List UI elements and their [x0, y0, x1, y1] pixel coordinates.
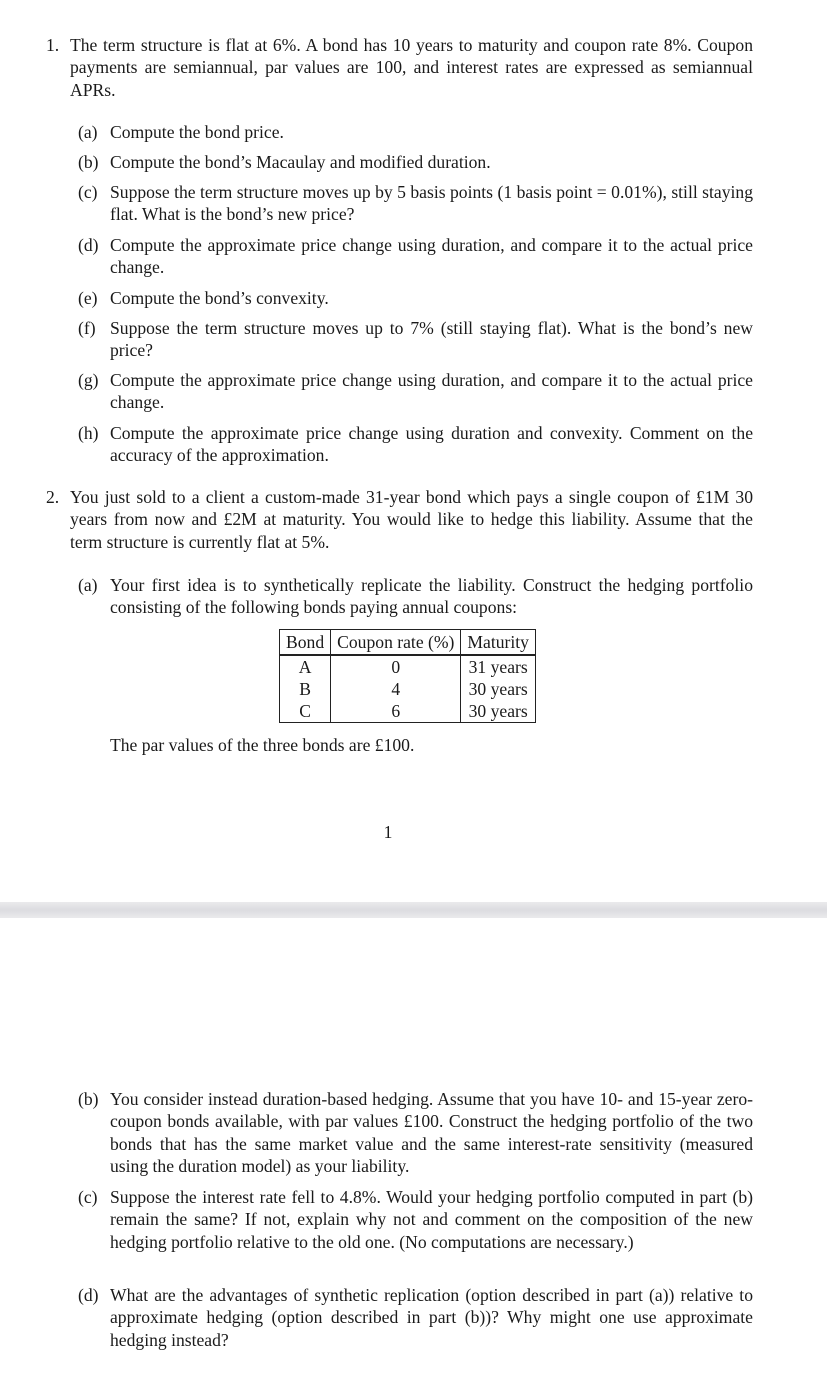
part-text: Compute the bond’s convexity. — [110, 288, 329, 308]
par-value-note — [110, 734, 753, 756]
table-cell-maturity: 31 years — [461, 655, 536, 678]
table-row — [280, 655, 536, 678]
part-label: (e) — [78, 288, 98, 308]
table-cell-bond: A — [280, 655, 331, 678]
q2-part-b — [78, 1088, 753, 1178]
table-row — [280, 700, 536, 723]
table-header-row — [280, 630, 536, 656]
q2-part-a — [78, 574, 753, 619]
part-text: Suppose the interest rate fell to 4.8%. Would your hedging portfolio computed in part (b) remain the same? If not, explain why not and comment on the composition of the new hedging portfolio relative to the old one. (No computations are necessary.) — [110, 1187, 753, 1252]
question-number: 2. — [46, 487, 60, 507]
q1-part-e — [78, 287, 753, 309]
question-2 — [46, 486, 753, 553]
q1-part-c — [78, 181, 753, 226]
q1-part-d — [78, 234, 753, 279]
column-header-maturity: Maturity — [461, 630, 536, 656]
q2-part-c — [78, 1186, 753, 1253]
part-text: Compute the bond’s Macaulay and modified duration. — [110, 152, 491, 172]
part-label: (d) — [78, 1285, 99, 1305]
part-label: (g) — [78, 370, 99, 390]
part-text: Compute the approximate price change using duration, and compare it to the actual price change. — [110, 235, 753, 278]
part-text: Compute the approximate price change using duration and convexity. Comment on the accuracy of the approximation. — [110, 423, 753, 466]
question-text: You just sold to a client a custom-made 31-year bond which pays a single coupon of £1M 30 years from now and £2M at maturity. You would like to hedge this liability. Assume that the term structure is currently flat at 5%. — [70, 487, 753, 552]
part-text: Suppose the term structure moves up to 7% (still staying flat). What is the bond’s new price? — [110, 318, 753, 361]
part-text: Compute the bond price. — [110, 122, 284, 142]
table-cell-coupon-rate: 6 — [331, 700, 461, 723]
page-number: 1 — [383, 822, 393, 842]
part-text: Compute the approximate price change using duration, and compare it to the actual price change. — [110, 370, 753, 413]
part-text: You consider instead duration-based hedging. Assume that you have 10- and 15-year zero-coupon bonds available, with par values £100. Construct the hedging portfolio of the two bonds that has the same market value and the same interest-rate sensitivity (measured using the duration model) as your liability. — [110, 1089, 753, 1177]
table-cell-maturity: 30 years — [461, 700, 536, 723]
question-text: The term structure is flat at 6%. A bond has 10 years to maturity and coupon rate 8%. Coupon payments are semiannual, par values are 100, and interest rates are expressed as semiannual APRs. — [70, 35, 753, 100]
q1-part-h — [78, 422, 753, 467]
part-text: Suppose the term structure moves up by 5 basis points (1 basis point = 0.01%), still staying flat. What is the bond’s new price? — [110, 182, 753, 225]
part-label: (b) — [78, 1089, 99, 1109]
table-row — [280, 678, 536, 700]
table-cell-bond: B — [280, 678, 331, 700]
par-note-text: The par values of the three bonds are £100. — [110, 735, 415, 755]
table-cell-coupon-rate: 4 — [331, 678, 461, 700]
question-1 — [46, 34, 753, 101]
part-label: (f) — [78, 318, 96, 338]
part-label: (a) — [78, 575, 98, 595]
page-separator — [0, 902, 827, 918]
q2-part-d — [78, 1284, 753, 1351]
q1-part-f — [78, 317, 753, 362]
q1-part-b — [78, 151, 753, 173]
question-number: 1. — [46, 35, 60, 55]
q1-part-a — [78, 121, 753, 143]
column-header-bond: Bond — [280, 630, 331, 656]
part-label: (a) — [78, 122, 98, 142]
part-text: What are the advantages of synthetic replication (option described in part (a)) relative to approximate hedging (option described in part (b))? Why might one use approximate hedging instead? — [110, 1285, 753, 1350]
part-text: Your first idea is to synthetically replicate the liability. Construct the hedging portfolio consisting of the following bonds paying annual coupons: — [110, 575, 753, 618]
part-label: (h) — [78, 423, 99, 443]
part-label: (c) — [78, 182, 98, 202]
table-cell-maturity: 30 years — [461, 678, 536, 700]
part-label: (d) — [78, 235, 99, 255]
page-2 — [0, 918, 827, 1387]
column-header-coupon-rate: Coupon rate (%) — [331, 630, 461, 656]
q1-part-g — [78, 369, 753, 414]
table-cell-bond: C — [280, 700, 331, 723]
table-cell-coupon-rate: 0 — [331, 655, 461, 678]
part-label: (c) — [78, 1187, 98, 1207]
bond-table — [279, 629, 536, 723]
part-label: (b) — [78, 152, 99, 172]
